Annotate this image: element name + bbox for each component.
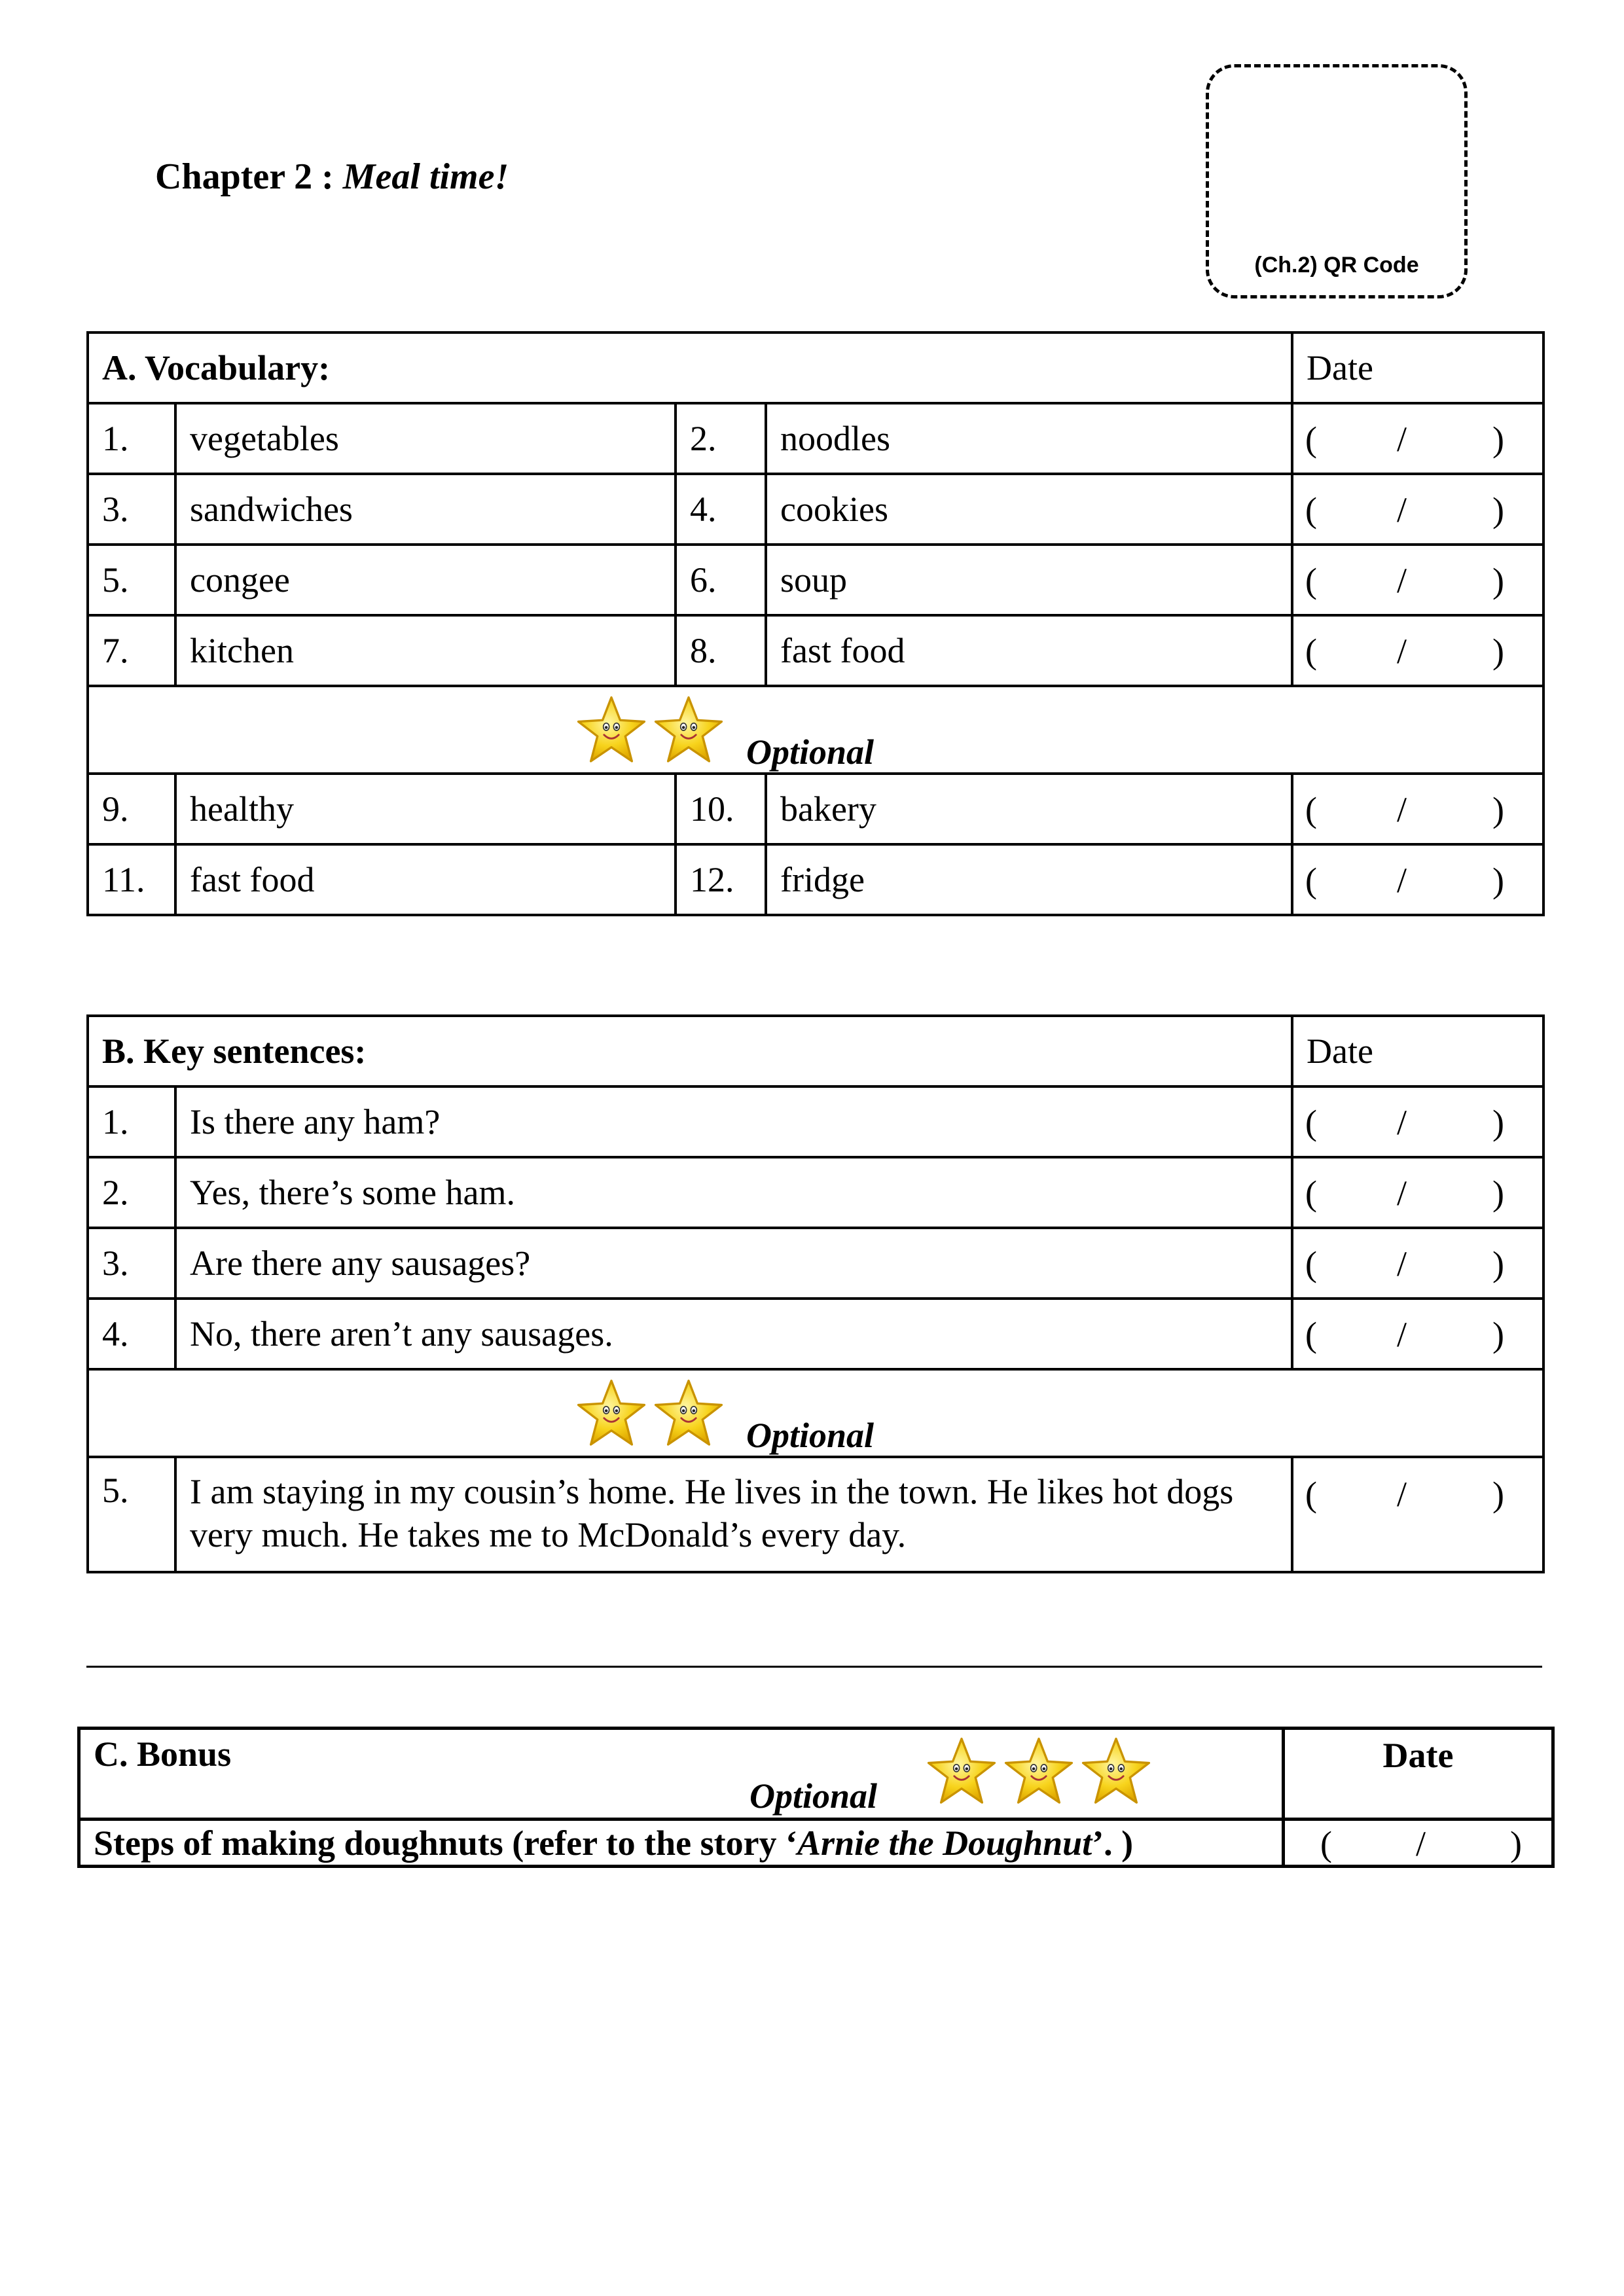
bonus-header-row [79, 1729, 1553, 1820]
vocab-word: soup [766, 545, 1292, 615]
table-row [88, 1299, 1543, 1369]
table-row [88, 1457, 1543, 1572]
smiling-star-icon [1079, 1735, 1153, 1808]
table-row [88, 545, 1543, 615]
item-number: 1. [88, 403, 175, 474]
item-number: 1. [88, 1086, 175, 1157]
optional-banner [88, 1369, 1543, 1457]
item-number: 5. [88, 545, 175, 615]
smiling-star-icon [575, 694, 648, 767]
date-header: Date [1292, 1016, 1543, 1086]
item-number: 6. [676, 545, 766, 615]
key-sentences-table [86, 1014, 1545, 1573]
bonus-table [77, 1727, 1555, 1868]
optional-row [88, 1369, 1543, 1457]
date-header: Date [1292, 332, 1543, 403]
vocab-word: fridge [766, 844, 1292, 915]
vocabulary-title: A. Vocabulary: [88, 332, 1292, 403]
qr-code-placeholder [1206, 64, 1468, 298]
date-field[interactable]: ( / ) [1292, 1457, 1543, 1572]
date-field[interactable]: ( / ) [1292, 615, 1543, 686]
divider-line [86, 1666, 1542, 1668]
bonus-title: C. Bonus [94, 1734, 232, 1774]
optional-label: Optional [749, 1776, 878, 1816]
date-field[interactable]: ( / ) [1292, 1086, 1543, 1157]
vocab-word: sandwiches [175, 474, 676, 545]
optional-banner [88, 686, 1543, 774]
item-number: 2. [676, 403, 766, 474]
vocab-word: healthy [175, 774, 676, 844]
date-field[interactable]: ( / ) [1292, 1228, 1543, 1299]
vocab-word: noodles [766, 403, 1292, 474]
item-number: 7. [88, 615, 175, 686]
date-header: Date [1284, 1729, 1553, 1820]
key-sentence: Yes, there’s some ham. [175, 1157, 1292, 1228]
star-group [575, 694, 729, 767]
date-field[interactable]: ( / ) [1284, 1820, 1553, 1867]
date-field[interactable]: ( / ) [1292, 1157, 1543, 1228]
smiling-star-icon [1002, 1735, 1075, 1808]
item-number: 3. [88, 1228, 175, 1299]
item-number: 5. [88, 1457, 175, 1572]
smiling-star-icon [652, 694, 725, 767]
table-row [88, 1086, 1543, 1157]
qr-label: (Ch.2) QR Code [1254, 253, 1419, 278]
key-sentences-header-row [88, 1016, 1543, 1086]
optional-row [88, 686, 1543, 774]
item-number: 9. [88, 774, 175, 844]
vocab-word: bakery [766, 774, 1292, 844]
item-number: 12. [676, 844, 766, 915]
date-field[interactable]: ( / ) [1292, 545, 1543, 615]
item-number: 8. [676, 615, 766, 686]
date-field[interactable]: ( / ) [1292, 1299, 1543, 1369]
chapter-name: Meal time! [342, 156, 509, 197]
vocab-word: fast food [175, 844, 676, 915]
bonus-task: Steps of making doughnuts (refer to the story ‘Arnie the Doughnut’. ) [79, 1820, 1284, 1867]
vocab-word: fast food [766, 615, 1292, 686]
item-number: 3. [88, 474, 175, 545]
vocab-word: congee [175, 545, 676, 615]
star-group [925, 1735, 1157, 1808]
key-sentences-title: B. Key sentences: [88, 1016, 1292, 1086]
date-field[interactable]: ( / ) [1292, 403, 1543, 474]
item-number: 11. [88, 844, 175, 915]
date-field[interactable]: ( / ) [1292, 844, 1543, 915]
key-sentence: No, there aren’t any sausages. [175, 1299, 1292, 1369]
table-row [88, 403, 1543, 474]
vocab-word: vegetables [175, 403, 676, 474]
date-field[interactable]: ( / ) [1292, 774, 1543, 844]
table-row [88, 474, 1543, 545]
table-row [88, 774, 1543, 844]
key-sentence: Is there any ham? [175, 1086, 1292, 1157]
story-title: Arnie the Doughnut [797, 1823, 1092, 1863]
chapter-label: Chapter 2 : [155, 156, 334, 197]
table-row [79, 1820, 1553, 1867]
vocabulary-table [86, 331, 1545, 916]
chapter-title [155, 156, 509, 198]
vocab-word: cookies [766, 474, 1292, 545]
table-row [88, 615, 1543, 686]
vocabulary-header-row [88, 332, 1543, 403]
smiling-star-icon [652, 1377, 725, 1450]
item-number: 4. [676, 474, 766, 545]
item-number: 10. [676, 774, 766, 844]
smiling-star-icon [575, 1377, 648, 1450]
date-field[interactable]: ( / ) [1292, 474, 1543, 545]
table-row [88, 844, 1543, 915]
bonus-header-cell [79, 1729, 1284, 1820]
item-number: 4. [88, 1299, 175, 1369]
optional-label: Optional [746, 732, 875, 772]
smiling-star-icon [925, 1735, 998, 1808]
table-row [88, 1228, 1543, 1299]
optional-label: Optional [746, 1416, 875, 1455]
key-sentence: I am staying in my cousin’s home. He lives in the town. He likes hot dogs very much. He takes me to McDonald’s every day. [175, 1457, 1292, 1572]
vocab-word: kitchen [175, 615, 676, 686]
table-row [88, 1157, 1543, 1228]
star-group [575, 1377, 729, 1450]
key-sentence: Are there any sausages? [175, 1228, 1292, 1299]
item-number: 2. [88, 1157, 175, 1228]
